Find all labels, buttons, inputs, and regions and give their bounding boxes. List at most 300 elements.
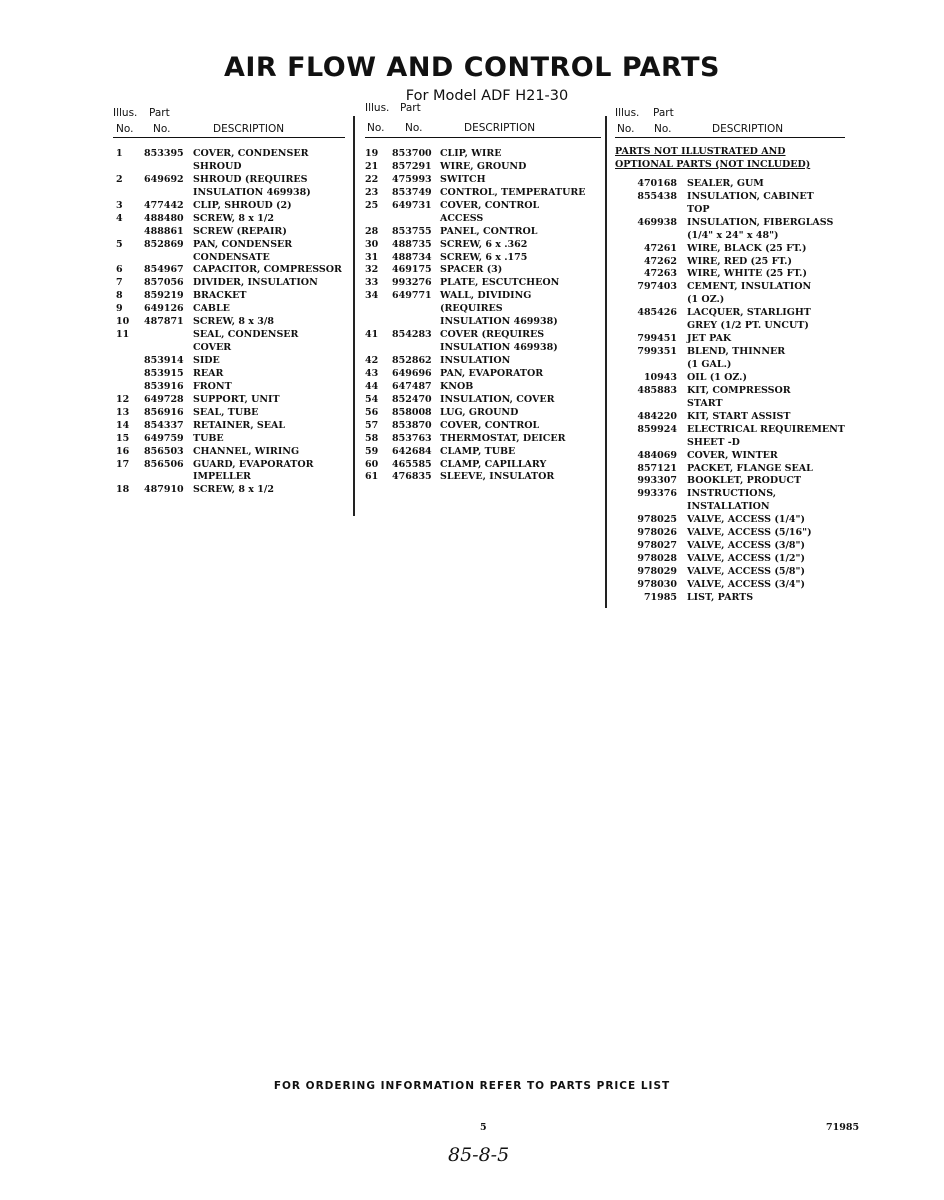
part-number: 978025 [637, 514, 677, 526]
parts-row [615, 385, 845, 398]
parts-row [615, 204, 845, 217]
parts-row [615, 307, 845, 320]
part-description: DIVIDER, INSULATION [193, 277, 318, 289]
part-description: SUPPORT, UNIT [193, 393, 280, 405]
part-description: INSTALLATION [687, 501, 770, 513]
part-number: 477442 [144, 199, 184, 211]
part-number: 649771 [392, 290, 432, 302]
illus-number: 43 [365, 367, 379, 379]
parts-row [113, 148, 345, 161]
parts-row [113, 459, 345, 472]
part-number: 978028 [637, 553, 677, 565]
illus-number: 25 [365, 199, 379, 211]
part-number: 854967 [144, 264, 184, 276]
parts-row [615, 372, 845, 385]
part-description: CLIP, WIRE [440, 148, 502, 159]
part-number: 47262 [643, 255, 677, 267]
parts-row [615, 501, 845, 514]
part-description: THERMOSTAT, DEICER [440, 432, 566, 444]
part-number: 484220 [637, 410, 677, 422]
part-number: 853870 [392, 419, 432, 431]
part-number: 476835 [392, 471, 432, 483]
parts-row [365, 368, 601, 381]
parts-row [615, 424, 845, 437]
header-illus-no: No. [367, 122, 385, 134]
part-description: WIRE, RED (25 FT.) [687, 255, 792, 267]
illus-number: 34 [365, 290, 379, 302]
part-number: 649696 [392, 367, 432, 379]
header-part-no: No. [654, 123, 672, 135]
parts-row [365, 407, 601, 420]
parts-row [615, 333, 845, 346]
part-description: OIL (1 OZ.) [687, 371, 747, 383]
parts-row [365, 433, 601, 446]
parts-row [365, 213, 601, 226]
illus-number: 57 [365, 419, 379, 431]
parts-row [365, 355, 601, 368]
part-description: INSULATION 469938) [440, 316, 558, 328]
part-number: 649728 [144, 393, 184, 405]
parts-row [615, 320, 845, 333]
part-number: 647487 [392, 380, 432, 392]
parts-row [113, 187, 345, 200]
parts-row [113, 303, 345, 316]
part-description: WALL, DIVIDING [440, 290, 532, 302]
column-divider [605, 116, 607, 608]
page-title: AIR FLOW AND CONTROL PARTS [223, 52, 721, 83]
part-number: 47263 [643, 268, 677, 280]
illus-number: 60 [365, 458, 379, 470]
part-number: 853763 [392, 432, 432, 444]
part-number: 857121 [637, 462, 677, 474]
part-description: VALVE, ACCESS (5/8") [687, 566, 805, 578]
part-description: VALVE, ACCESS (1/2") [687, 553, 805, 565]
parts-row [365, 187, 601, 200]
part-number: 978027 [637, 540, 677, 552]
parts-row [365, 264, 601, 277]
parts-row [615, 463, 845, 476]
header-part-no: No. [153, 123, 171, 135]
illus-number: 61 [365, 471, 379, 483]
parts-row [365, 316, 601, 329]
part-description: LIST, PARTS [687, 591, 754, 603]
part-number: 799451 [637, 333, 677, 345]
part-number: 852869 [144, 238, 184, 250]
parts-row [113, 407, 345, 420]
parts-row [615, 475, 845, 488]
illus-number: 16 [116, 445, 130, 457]
part-description: ACCESS [440, 212, 484, 224]
parts-row [615, 566, 845, 579]
parts-row [615, 359, 845, 372]
parts-row [113, 226, 345, 239]
part-description: KNOB [440, 380, 474, 392]
part-description: VALVE, ACCESS (3/4") [687, 578, 805, 590]
illus-number: 17 [116, 458, 130, 470]
part-number: 853916 [144, 380, 184, 392]
part-description: INSULATION 469938) [440, 342, 558, 354]
parts-row [365, 174, 601, 187]
header-description: DESCRIPTION [464, 122, 536, 134]
part-description: SEALER, GUM [687, 177, 764, 189]
illus-number: 58 [365, 432, 379, 444]
column-header [113, 105, 345, 138]
note-line: OPTIONAL PARTS (NOT INCLUDED) [615, 158, 811, 170]
illus-number: 12 [116, 393, 130, 405]
parts-row [615, 553, 845, 566]
part-number: 859219 [144, 290, 184, 302]
part-number: 487871 [144, 316, 184, 328]
part-number: 485883 [637, 384, 677, 396]
part-description: COVER, WINTER [687, 449, 778, 461]
page-number: 5 [480, 1122, 487, 1133]
illus-number: 59 [365, 445, 379, 457]
parts-row [113, 381, 345, 394]
part-number: 856503 [144, 445, 184, 457]
parts-row [615, 346, 845, 359]
illus-number: 19 [365, 148, 379, 159]
parts-row [113, 471, 345, 484]
part-description: (1/4" x 24" x 48") [687, 229, 779, 241]
parts-row [365, 239, 601, 252]
illus-number: 33 [365, 277, 379, 289]
part-description: SHEET -D [687, 436, 740, 448]
illus-number: 13 [116, 406, 130, 418]
parts-column-3 [615, 105, 845, 605]
parts-row [113, 394, 345, 407]
part-description: CLAMP, TUBE [440, 445, 516, 457]
illus-number: 7 [116, 277, 123, 289]
part-description: SCREW, 8 x 1/2 [193, 212, 274, 224]
column-header [615, 105, 845, 138]
illus-number: 2 [116, 173, 123, 185]
part-description: SLEEVE, INSULATOR [440, 471, 555, 483]
part-number: 469175 [392, 264, 432, 276]
parts-row [365, 446, 601, 459]
illus-number: 22 [365, 173, 379, 185]
part-number: 853395 [144, 148, 184, 159]
not-illustrated-note [615, 146, 845, 172]
part-number: 799351 [637, 346, 677, 358]
illus-number: 44 [365, 380, 379, 392]
part-number: 47261 [643, 242, 677, 254]
part-number: 854337 [144, 419, 184, 431]
illus-number: 5 [116, 238, 123, 250]
part-description: BLEND, THINNER [687, 346, 786, 358]
part-description: GUARD, EVAPORATOR [193, 458, 314, 470]
illus-number: 9 [116, 303, 123, 315]
header-illus: Illus. [615, 107, 640, 119]
part-description: CEMENT, INSULATION [687, 281, 812, 293]
part-description: LUG, GROUND [440, 406, 519, 418]
part-description: SWITCH [440, 173, 486, 185]
parts-row [615, 178, 845, 191]
part-description: CHANNEL, WIRING [193, 445, 300, 457]
parts-row [365, 394, 601, 407]
parts-row [113, 316, 345, 329]
part-description: JET PAK [687, 333, 732, 345]
parts-row [365, 252, 601, 265]
parts-row [365, 342, 601, 355]
parts-row [113, 420, 345, 433]
parts-row [113, 200, 345, 213]
parts-row [615, 514, 845, 527]
part-number: 853914 [144, 355, 184, 366]
part-description: RETAINER, SEAL [193, 419, 286, 431]
parts-row [365, 471, 601, 484]
handwritten-note: 85-8-5 [448, 1144, 510, 1166]
part-description: KIT, START ASSIST [687, 410, 791, 422]
illus-number: 32 [365, 264, 379, 276]
parts-row [113, 161, 345, 174]
part-description: COVER, CONDENSER [193, 148, 309, 159]
header-part: Part [400, 102, 421, 114]
part-description: SIDE [193, 355, 220, 366]
parts-row [365, 303, 601, 316]
part-number: 470168 [637, 177, 677, 189]
part-number: 649759 [144, 432, 184, 444]
part-number: 642684 [392, 445, 432, 457]
parts-row [615, 450, 845, 463]
part-description: SHROUD (REQUIRES [193, 173, 308, 185]
parts-row [365, 459, 601, 472]
part-description: SHROUD [193, 160, 242, 172]
part-description: COVER, CONTROL [440, 199, 540, 211]
part-description: CONTROL, TEMPERATURE [440, 186, 586, 198]
parts-row [615, 592, 845, 605]
parts-row [615, 256, 845, 269]
parts-row [113, 174, 345, 187]
part-description: CONDENSATE [193, 251, 270, 263]
illus-number: 10 [116, 316, 130, 328]
parts-row [113, 446, 345, 459]
illus-number: 56 [365, 406, 379, 418]
illus-number: 18 [116, 484, 130, 496]
header-part: Part [653, 107, 674, 119]
part-description: CAPACITOR, COMPRESSOR [193, 264, 342, 276]
parts-row [615, 527, 845, 540]
parts-row [113, 277, 345, 290]
part-description: SEAL, CONDENSER [193, 329, 299, 341]
part-description: WIRE, WHITE (25 FT.) [687, 268, 807, 280]
column-header [365, 100, 601, 138]
part-number: 649126 [144, 303, 184, 315]
illus-number: 8 [116, 290, 123, 302]
part-number: 10943 [643, 371, 677, 383]
parts-row [365, 420, 601, 433]
part-description: FRONT [193, 380, 232, 392]
parts-row [615, 579, 845, 592]
part-description: INSTRUCTIONS, [687, 488, 777, 500]
part-number: 797403 [637, 281, 677, 293]
part-description: IMPELLER [193, 471, 251, 483]
parts-row [113, 239, 345, 252]
part-description: BRACKET [193, 290, 247, 302]
parts-row [113, 342, 345, 355]
illus-number: 11 [116, 329, 130, 341]
part-number: 857291 [392, 160, 432, 172]
header-part-no: No. [405, 122, 423, 134]
parts-list [365, 148, 601, 484]
parts-row [113, 329, 345, 342]
part-number: 852862 [392, 355, 432, 366]
header-illus: Illus. [365, 102, 390, 114]
part-number: 488861 [144, 225, 184, 237]
part-description: COVER (REQUIRES [440, 329, 545, 341]
part-description: PACKET, FLANGE SEAL [687, 462, 813, 474]
part-number: 484069 [637, 449, 677, 461]
part-description: TUBE [193, 432, 224, 444]
part-number: 854283 [392, 329, 432, 341]
part-description: PANEL, CONTROL [440, 225, 538, 237]
part-number: 993376 [637, 488, 677, 500]
parts-row [615, 243, 845, 256]
parts-row [615, 540, 845, 553]
parts-row [365, 381, 601, 394]
parts-row [365, 200, 601, 213]
part-description: START [687, 397, 723, 409]
part-description: (1 GAL.) [687, 359, 732, 371]
part-description: INSULATION, FIBERGLASS [687, 216, 834, 228]
document-number: 71985 [826, 1122, 860, 1133]
part-number: 993276 [392, 277, 432, 289]
part-number: 475993 [392, 173, 432, 185]
part-description: SCREW, 8 x 1/2 [193, 484, 274, 496]
parts-row [113, 252, 345, 265]
illus-number: 28 [365, 225, 379, 237]
illus-number: 54 [365, 393, 379, 405]
part-number: 853915 [144, 367, 184, 379]
part-description: VALVE, ACCESS (3/8") [687, 540, 805, 552]
illus-number: 31 [365, 251, 379, 263]
parts-row [615, 230, 845, 243]
illus-number: 15 [116, 432, 130, 444]
parts-row [615, 411, 845, 424]
parts-row [113, 368, 345, 381]
parts-row [113, 355, 345, 368]
header-illus: Illus. [113, 107, 138, 119]
part-description: (REQUIRES [440, 303, 503, 315]
illus-number: 4 [116, 212, 123, 224]
parts-row [113, 484, 345, 497]
parts-list [615, 146, 845, 605]
part-number: 469938 [637, 216, 677, 228]
part-description: PLATE, ESCUTCHEON [440, 277, 560, 289]
parts-row [615, 488, 845, 501]
parts-column-1 [113, 105, 345, 497]
part-description: ELECTRICAL REQUIREMENT [687, 423, 845, 435]
part-description: VALVE, ACCESS (5/16") [687, 527, 812, 539]
header-part: Part [149, 107, 170, 119]
part-description: WIRE, GROUND [440, 160, 527, 172]
illus-number: 30 [365, 238, 379, 250]
part-number: 856916 [144, 406, 184, 418]
part-description: KIT, COMPRESSOR [687, 384, 791, 396]
parts-row [615, 281, 845, 294]
part-description: SCREW, 6 x .175 [440, 251, 528, 263]
part-description: SPACER (3) [440, 264, 503, 276]
header-illus-no: No. [116, 123, 134, 135]
part-description: TOP [687, 203, 710, 215]
illus-number: 21 [365, 160, 379, 172]
part-number: 852470 [392, 393, 432, 405]
part-number: 853700 [392, 148, 432, 159]
parts-row [615, 437, 845, 450]
part-number: 488735 [392, 238, 432, 250]
part-description: VALVE, ACCESS (1/4") [687, 514, 805, 526]
part-description: CLAMP, CAPILLARY [440, 458, 547, 470]
parts-row [365, 290, 601, 303]
part-number: 978030 [637, 578, 677, 590]
part-description: SCREW (REPAIR) [193, 225, 287, 237]
part-number: 993307 [637, 475, 677, 487]
part-description: CLIP, SHROUD (2) [193, 199, 292, 211]
part-number: 649731 [392, 199, 432, 211]
part-description: SCREW, 6 x .362 [440, 238, 528, 250]
parts-row [113, 264, 345, 277]
part-description: SEAL, TUBE [193, 406, 259, 418]
header-description: DESCRIPTION [712, 123, 784, 135]
part-number: 858008 [392, 406, 432, 418]
illus-number: 3 [116, 199, 123, 211]
part-description: WIRE, BLACK (25 FT.) [687, 242, 807, 254]
part-description: REAR [193, 367, 224, 379]
part-number: 71985 [643, 591, 677, 603]
illus-number: 23 [365, 186, 379, 198]
part-description: INSULATION, COVER [440, 393, 555, 405]
parts-row [615, 191, 845, 204]
part-number: 488734 [392, 251, 432, 263]
part-description: PAN, EVAPORATOR [440, 367, 544, 379]
part-number: 855438 [637, 190, 677, 202]
note-line: PARTS NOT ILLUSTRATED AND [615, 146, 786, 157]
part-number: 649692 [144, 173, 184, 185]
part-number: 465585 [392, 458, 432, 470]
parts-row [365, 329, 601, 342]
part-number: 978029 [637, 566, 677, 578]
illus-number: 42 [365, 355, 379, 366]
part-number: 978026 [637, 527, 677, 539]
part-number: 488480 [144, 212, 184, 224]
part-description: CABLE [193, 303, 230, 315]
part-number: 857056 [144, 277, 184, 289]
parts-row [615, 294, 845, 307]
parts-row [365, 277, 601, 290]
parts-row [365, 161, 601, 174]
column-divider [353, 116, 355, 516]
illus-number: 14 [116, 419, 130, 431]
illus-number: 1 [116, 148, 123, 159]
parts-row [615, 398, 845, 411]
ordering-footer: FOR ORDERING INFORMATION REFER TO PARTS PRICE LIST [273, 1080, 671, 1092]
parts-row [615, 217, 845, 230]
part-description: COVER [193, 342, 232, 354]
part-description: INSULATION [440, 355, 511, 366]
part-number: 487910 [144, 484, 184, 496]
parts-row [615, 268, 845, 281]
part-description: PAN, CONDENSER [193, 238, 293, 250]
parts-column-2 [365, 102, 601, 484]
parts-row [113, 290, 345, 303]
part-description: COVER, CONTROL [440, 419, 540, 431]
parts-row [113, 213, 345, 226]
part-description: (1 OZ.) [687, 294, 725, 306]
part-number: 485426 [637, 307, 677, 319]
parts-row [365, 226, 601, 239]
part-description: INSULATION 469938) [193, 186, 311, 198]
part-description: LACQUER, STARLIGHT [687, 307, 811, 319]
header-description: DESCRIPTION [213, 123, 285, 135]
